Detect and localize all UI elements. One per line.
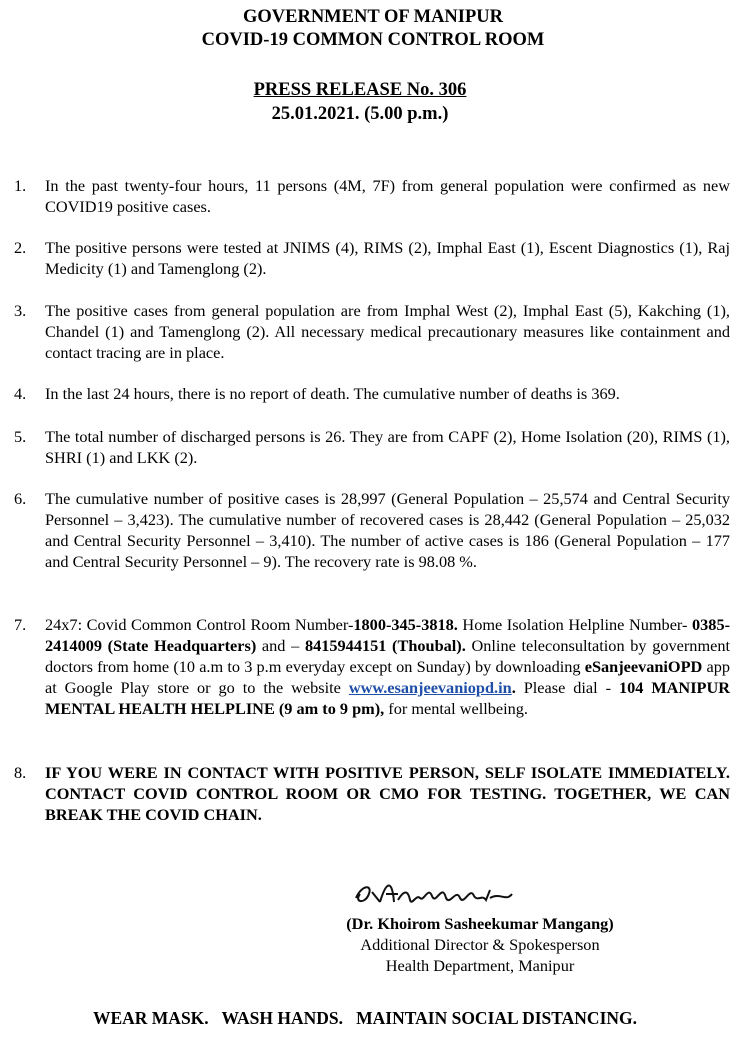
item-number: 5. bbox=[14, 427, 27, 446]
item-number: 2. bbox=[14, 238, 27, 257]
list-item bbox=[14, 426, 730, 468]
control-room-number: 1800-345-3818. bbox=[353, 615, 458, 634]
item-number: 7. bbox=[14, 615, 27, 634]
list-item bbox=[14, 300, 730, 363]
item-number: 1. bbox=[14, 176, 27, 195]
app-name: eSanjeevaniOPD bbox=[584, 657, 703, 676]
list-item bbox=[14, 762, 730, 825]
item-text: 24x7: Covid Common Control Room Number-1800-345-3818. Home Isolation Helpline Number- 0385-2414009 (State Headquarters) and – 8415944151 (Thoubal). Online teleconsultation by government doctors from home (10 a.m to 3 p.m everyday except on Sunday) by downloading eSanjeevaniOPD app at Google Play store or go to the website www.esanjeevaniopd.in. Please dial - 104 MANIPUR MENTAL HEALTH HELPLINE (9 am to 9 pm), for mental wellbeing. bbox=[45, 615, 731, 718]
header-control-room: COVID-19 COMMON CONTROL ROOM bbox=[201, 30, 545, 50]
state-hq-number: 0385-2414009 (State Headquarters) bbox=[45, 615, 730, 655]
list-item bbox=[14, 488, 730, 572]
item-text: The positive cases from general population are from Imphal West (2), Imphal East (5), Kakching (1), Chandel (1) and Tamenglong (2). All necessary medical precautionary measures like containment and contact tracing are in place. bbox=[45, 301, 730, 362]
list-item bbox=[14, 614, 730, 719]
signatory-name: (Dr. Khoirom Sasheekumar Mangang) bbox=[346, 914, 614, 933]
item-number: 4. bbox=[14, 384, 27, 403]
list-item bbox=[14, 383, 730, 404]
list-item bbox=[14, 237, 730, 279]
press-release-number: PRESS RELEASE No. 306 bbox=[253, 80, 467, 100]
signature-image bbox=[350, 872, 590, 912]
header-government: GOVERNMENT OF MANIPUR bbox=[242, 7, 504, 27]
list-item bbox=[14, 175, 730, 217]
item-text: IF YOU WERE IN CONTACT WITH POSITIVE PERSON, SELF ISOLATE IMMEDIATELY. CONTACT COVID CONTROL ROOM OR CMO FOR TESTING. TOGETHER, WE CAN BREAK THE COVID CHAIN. bbox=[45, 763, 730, 824]
item-text: In the last 24 hours, there is no report of death. The cumulative number of deaths is 369. bbox=[45, 384, 620, 403]
item-number: 6. bbox=[14, 489, 27, 508]
signatory-department: Health Department, Manipur bbox=[385, 956, 575, 975]
thoubal-number: 8415944151 (Thoubal). bbox=[304, 636, 466, 655]
footer-slogan: WEAR MASK. WASH HANDS. MAINTAIN SOCIAL DISTANCING. bbox=[92, 1008, 638, 1028]
item-text: The positive persons were tested at JNIMS (4), RIMS (2), Imphal East (1), Escent Diagnostics (1), Raj Medicity (1) and Tamenglong (2). bbox=[45, 238, 730, 278]
item-text: In the past twenty-four hours, 11 persons (4M, 7F) from general population were confirmed as new COVID19 positive cases. bbox=[45, 176, 730, 216]
item-text: The cumulative number of positive cases is 28,997 (General Population – 25,574 and Central Security Personnel – 3,423). The cumulative number of recovered cases is 28,442 (General Population – 25,032 and Central Security Personnel – 3,410). The number of active cases is 186 (General Population – 177 and Central Security Personnel – 9). The recovery rate is 98.08 %. bbox=[45, 489, 730, 571]
item-number: 3. bbox=[14, 301, 27, 320]
signature-block bbox=[300, 913, 660, 976]
website-link[interactable]: www.esanjeevaniopd.in bbox=[348, 678, 512, 697]
item-number: 8. bbox=[14, 763, 27, 782]
item-text: The total number of discharged persons is 26. They are from CAPF (2), Home Isolation (20), RIMS (1), SHRI (1) and LKK (2). bbox=[45, 427, 730, 467]
press-release-date: 25.01.2021. (5.00 p.m.) bbox=[271, 104, 449, 124]
mental-health-helpline: 104 MANIPUR MENTAL HEALTH HELPLINE (9 am to 9 pm), bbox=[45, 678, 730, 718]
signatory-title: Additional Director & Spokesperson bbox=[360, 935, 600, 954]
